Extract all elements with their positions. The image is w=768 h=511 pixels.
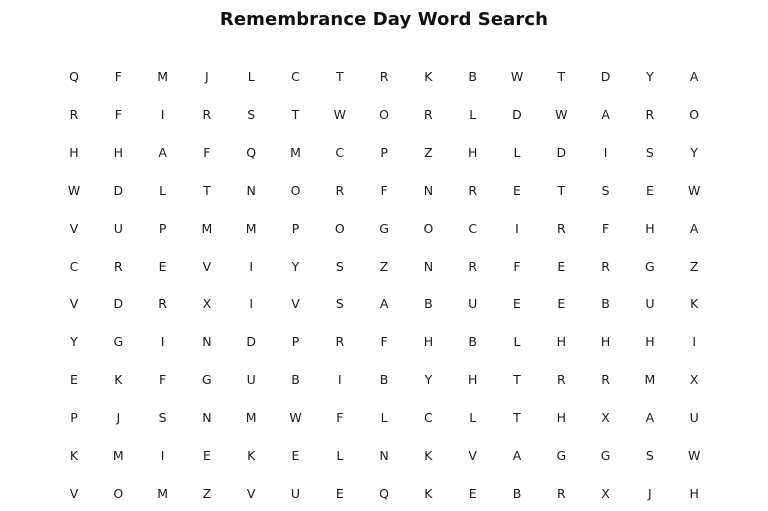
grid-letter[interactable]: K [114, 372, 123, 388]
grid-letter[interactable]: S [645, 144, 654, 160]
grid-letter[interactable]: K [247, 448, 256, 463]
grid-letter[interactable]: K [690, 296, 699, 312]
grid-letter[interactable]: E [513, 182, 521, 198]
grid-letter[interactable]: X [202, 296, 212, 312]
grid-letter[interactable]: W [289, 410, 302, 426]
grid-letter[interactable]: R [335, 182, 345, 198]
grid-letter[interactable]: T [203, 182, 211, 198]
grid-letter[interactable]: E [557, 258, 566, 274]
grid-letter[interactable]: E [70, 372, 78, 388]
grid-letter[interactable]: E [557, 296, 566, 312]
grid-letter[interactable]: R [468, 182, 478, 198]
grid-letter[interactable]: B [512, 485, 522, 501]
grid-letter[interactable]: O [334, 220, 345, 236]
grid-letter[interactable]: M [201, 220, 213, 236]
grid-letter[interactable]: I [603, 144, 608, 160]
grid-letter[interactable]: P [70, 410, 78, 426]
grid-letter[interactable]: H [467, 144, 478, 160]
grid-letter[interactable]: D [556, 144, 567, 160]
grid-letter[interactable]: U [468, 296, 478, 312]
grid-letter[interactable]: R [556, 485, 566, 501]
grid-letter[interactable]: R [556, 372, 566, 388]
grid-letter[interactable]: A [379, 296, 389, 312]
grid-letter[interactable]: L [247, 69, 255, 84]
grid-letter[interactable]: D [512, 106, 522, 122]
grid-letter[interactable]: N [423, 182, 434, 198]
grid-letter[interactable]: J [116, 410, 121, 426]
grid-letter[interactable]: U [113, 220, 123, 236]
grid-letter[interactable]: M [157, 69, 168, 84]
grid-letter[interactable]: B [379, 372, 389, 388]
grid-letter[interactable]: V [246, 485, 256, 501]
grid-letter[interactable]: G [556, 448, 567, 463]
grid-letter[interactable]: H [645, 220, 655, 236]
grid-letter[interactable]: C [291, 69, 300, 84]
grid-letter[interactable]: H [645, 334, 655, 350]
grid-letter[interactable]: O [423, 220, 434, 236]
grid-letter[interactable]: C [424, 410, 433, 426]
grid-letter[interactable]: F [203, 144, 211, 160]
grid-letter[interactable]: R [645, 106, 655, 122]
grid-letter[interactable]: E [158, 258, 167, 274]
grid-letter[interactable]: S [601, 182, 610, 198]
grid-letter[interactable]: E [291, 448, 300, 463]
grid-letter[interactable]: N [379, 448, 389, 463]
grid-letter[interactable]: I [160, 106, 165, 122]
grid-letter[interactable]: U [290, 485, 301, 501]
grid-letter[interactable]: B [468, 334, 477, 350]
grid-letter[interactable]: B [601, 296, 610, 312]
grid-letter[interactable]: Z [379, 258, 389, 274]
grid-letter[interactable]: B [468, 69, 477, 84]
grid-letter[interactable]: L [380, 410, 388, 426]
grid-letter[interactable]: E [513, 296, 521, 312]
grid-letter[interactable]: D [113, 296, 124, 312]
grid-letter[interactable]: R [158, 296, 167, 312]
grid-letter[interactable]: H [600, 334, 611, 350]
grid-letter[interactable]: I [160, 334, 165, 350]
grid-letter[interactable]: G [645, 258, 655, 274]
grid-letter[interactable]: D [600, 69, 611, 84]
grid-letter[interactable]: S [335, 258, 344, 274]
grid-letter[interactable]: A [601, 106, 610, 122]
grid-letter[interactable]: F [158, 372, 167, 388]
grid-letter[interactable]: S [645, 448, 654, 463]
grid-letter[interactable]: Y [690, 144, 698, 160]
grid-letter[interactable]: S [247, 106, 256, 122]
grid-letter[interactable]: Y [70, 334, 78, 350]
grid-letter[interactable]: Y [424, 372, 433, 388]
grid-letter[interactable]: B [291, 372, 300, 388]
grid-letter[interactable]: H [556, 334, 566, 350]
grid-letter[interactable]: R [601, 372, 610, 388]
grid-letter[interactable]: P [291, 220, 300, 236]
grid-letter[interactable]: M [644, 372, 656, 388]
grid-letter[interactable]: R [468, 258, 478, 274]
grid-letter[interactable]: I [692, 334, 697, 350]
puzzle-title: Remembrance Day Word Search [219, 9, 549, 30]
grid-letter[interactable]: X [601, 485, 610, 501]
grid-letter[interactable]: X [689, 372, 699, 388]
grid-letter[interactable]: M [157, 485, 168, 501]
grid-letter[interactable]: F [380, 334, 388, 350]
grid-letter[interactable]: Z [424, 144, 433, 160]
grid-letter[interactable]: H [467, 372, 478, 388]
grid-letter[interactable]: R [202, 106, 212, 122]
grid-letter[interactable]: W [333, 106, 346, 122]
grid-letter[interactable]: G [202, 372, 212, 388]
grid-letter[interactable]: X [601, 410, 610, 426]
grid-letter[interactable]: G [379, 220, 389, 236]
grid-letter[interactable]: D [246, 334, 256, 350]
grid-letter[interactable]: E [335, 485, 344, 501]
grid-letter[interactable]: E [202, 448, 211, 463]
grid-letter[interactable]: C [468, 220, 478, 236]
grid-letter[interactable]: U [645, 296, 655, 312]
grid-letter[interactable]: U [689, 410, 699, 426]
grid-letter[interactable]: P [380, 144, 388, 160]
grid-letter[interactable]: A [689, 69, 699, 84]
grid-letter[interactable]: H [423, 334, 434, 350]
grid-letter[interactable]: J [205, 69, 209, 84]
grid-letter[interactable]: F [114, 69, 122, 84]
grid-letter[interactable]: A [689, 220, 699, 236]
grid-letter[interactable]: R [69, 106, 79, 122]
grid-letter[interactable]: I [160, 448, 165, 463]
grid-letter[interactable]: W [688, 448, 701, 463]
grid-letter[interactable]: G [600, 448, 611, 463]
grid-letter[interactable]: R [424, 106, 433, 122]
grid-letter[interactable]: I [249, 296, 254, 312]
grid-letter[interactable]: L [159, 182, 167, 198]
grid-letter[interactable]: W [67, 182, 81, 198]
grid-letter[interactable]: W [510, 69, 524, 84]
grid-letter[interactable]: F [336, 410, 344, 426]
grid-letter[interactable]: V [69, 220, 79, 236]
grid-letter[interactable]: O [113, 485, 124, 501]
grid-letter[interactable]: G [113, 334, 124, 350]
grid-letter[interactable]: T [335, 69, 344, 84]
grid-letter[interactable]: N [423, 258, 434, 274]
grid-letter[interactable]: H [69, 144, 79, 160]
grid-letter[interactable]: J [648, 485, 652, 501]
grid-letter[interactable]: Y [646, 69, 654, 84]
grid-letter[interactable]: T [557, 182, 566, 198]
grid-letter[interactable]: N [202, 334, 212, 350]
grid-letter[interactable]: T [557, 69, 566, 84]
grid-letter[interactable]: T [291, 106, 300, 122]
grid-letter[interactable]: M [112, 448, 124, 463]
grid-letter[interactable]: K [69, 448, 79, 463]
grid-letter[interactable]: F [114, 106, 122, 122]
grid-letter[interactable]: E [468, 485, 477, 501]
grid-letter[interactable]: R [113, 258, 123, 274]
grid-letter[interactable]: I [515, 220, 519, 236]
grid-letter[interactable]: W [688, 182, 701, 198]
grid-letter[interactable]: M [245, 410, 257, 426]
grid-letter[interactable]: V [291, 296, 300, 312]
grid-letter[interactable]: R [556, 220, 566, 236]
grid-letter[interactable]: O [290, 182, 301, 198]
grid-letter[interactable]: L [336, 448, 344, 463]
grid-letter[interactable]: R [601, 258, 610, 274]
grid-letter[interactable]: U [246, 372, 256, 388]
grid-letter[interactable]: E [645, 182, 654, 198]
grid-letter[interactable]: C [335, 144, 345, 160]
grid-letter[interactable]: L [513, 144, 521, 160]
grid-letter[interactable]: R [335, 334, 345, 350]
grid-letter[interactable]: A [645, 410, 655, 426]
grid-letter[interactable]: F [513, 258, 521, 274]
grid-letter[interactable]: Z [689, 258, 699, 274]
grid-letter[interactable]: I [337, 372, 342, 388]
grid-letter[interactable]: Z [202, 485, 212, 501]
grid-letter[interactable]: B [424, 296, 433, 312]
grid-letter[interactable]: H [556, 410, 566, 426]
grid-letter[interactable]: S [335, 296, 344, 312]
grid-letter[interactable]: A [158, 144, 167, 160]
grid-letter[interactable]: L [469, 106, 477, 122]
grid-letter[interactable]: T [513, 410, 521, 426]
grid-letter[interactable]: P [158, 220, 167, 236]
grid-letter[interactable]: Q [379, 485, 390, 501]
grid-letter[interactable]: M [245, 220, 257, 236]
grid-letter[interactable]: L [469, 410, 477, 426]
grid-letter[interactable]: P [291, 334, 300, 350]
grid-letter[interactable]: Y [291, 258, 300, 274]
grid-letter[interactable]: H [113, 144, 123, 160]
grid-letter[interactable]: V [202, 258, 212, 274]
grid-letter[interactable]: N [246, 182, 256, 198]
grid-letter[interactable]: L [513, 334, 521, 350]
grid-letter[interactable]: A [512, 448, 522, 463]
grid-letter[interactable]: H [689, 485, 699, 501]
grid-letter[interactable]: Q [246, 144, 257, 160]
grid-letter[interactable]: K [424, 485, 433, 501]
grid-letter[interactable]: F [380, 182, 388, 198]
grid-letter[interactable]: K [424, 69, 433, 84]
grid-letter[interactable]: D [113, 182, 124, 198]
grid-letter[interactable]: M [290, 144, 301, 160]
grid-letter[interactable]: T [513, 372, 521, 388]
grid-letter[interactable]: C [69, 258, 79, 274]
grid-letter[interactable]: I [249, 258, 254, 274]
grid-letter[interactable]: Q [69, 69, 79, 84]
grid-letter[interactable]: W [555, 106, 568, 122]
grid-letter[interactable]: O [689, 106, 700, 122]
grid-letter[interactable]: V [468, 448, 477, 463]
grid-letter[interactable]: V [69, 296, 79, 312]
grid-letter[interactable]: R [379, 69, 389, 84]
grid-letter[interactable]: K [424, 448, 433, 463]
grid-letter[interactable]: O [379, 106, 390, 122]
grid-letter[interactable]: F [601, 220, 610, 236]
grid-letter[interactable]: S [158, 410, 167, 426]
grid-letter[interactable]: N [202, 410, 212, 426]
grid-letter[interactable]: V [69, 485, 79, 501]
